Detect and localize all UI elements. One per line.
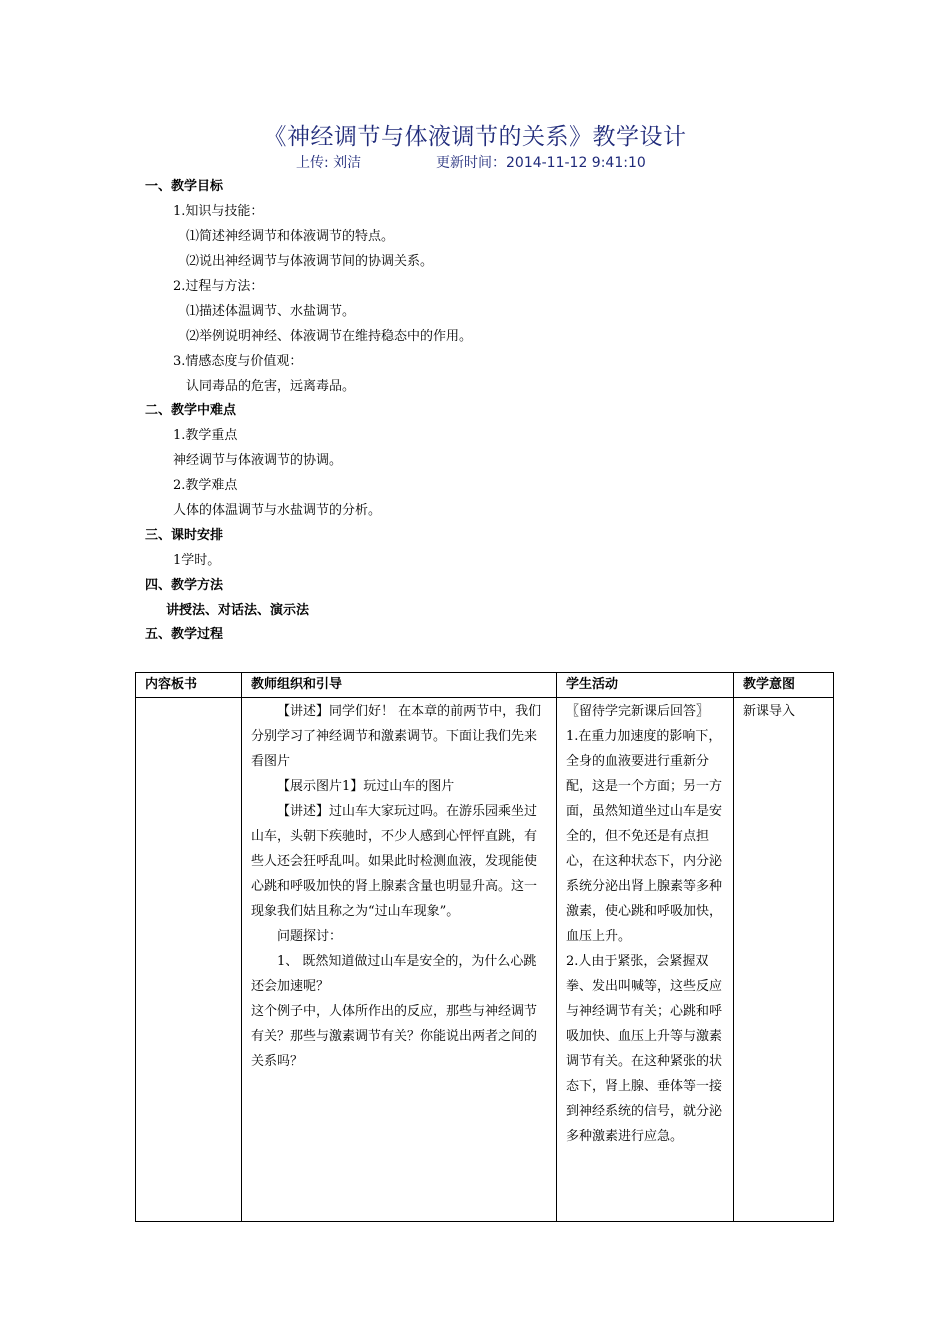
teacher-paragraph: 【展示图片1】玩过山车的图片: [277, 779, 455, 794]
key-point-item: 2.教学难点: [173, 478, 238, 493]
table-header-row: [136, 673, 834, 698]
teacher-paragraph: 这个例子中，人体所作出的反应，那些与神经调节有关？那些与激素调节有关？你能说出两者之间的关系吗？: [251, 1004, 538, 1069]
header-teacher-guidance: 教师组织和引导: [242, 673, 557, 698]
teacher-paragraph: 【讲述】过山车大家玩过吗。在游乐园乘坐过山车，头朝下疾驰时，不少人感到心怦怦直跳，有些人还会狂呼乱叫。如果此时检测血液，发现能使心跳和呼吸加快的肾上腺素含量也明显升高。这一现象我们姑且称之为“过山车现象”。: [251, 804, 538, 919]
teaching-intent-cell: 新课导入: [734, 698, 834, 1222]
document-title: 《神经调节与体液调节的关系》教学设计: [263, 124, 687, 150]
methods-text: 讲授法、对话法、演示法: [166, 603, 310, 618]
key-point-item: 1.教学重点: [173, 428, 238, 443]
objective-subitem: 认同毒品的危害，远离毒品。: [186, 379, 356, 394]
header-student-activity: 学生活动: [557, 673, 734, 698]
student-activity-cell: [557, 698, 734, 1222]
objective-subitem: ⑴描述体温调节、水盐调节。: [186, 304, 356, 319]
table-row: [136, 698, 834, 1222]
header-content-board: 内容板书: [136, 673, 242, 698]
objective-item: 1.知识与技能：: [173, 204, 264, 219]
objective-subitem: ⑴简述神经调节和体液调节的特点。: [186, 229, 395, 244]
section-heading-schedule: 三、课时安排: [145, 528, 224, 543]
content-board-cell: [136, 698, 242, 1222]
section-heading-objectives: 一、教学目标: [145, 179, 224, 194]
objective-subitem: ⑵说出神经调节与体液调节间的协调关系。: [186, 254, 434, 269]
objective-item: 3.情感态度与价值观：: [173, 354, 303, 369]
uploader-info: 上传: 刘洁: [296, 155, 362, 171]
header-teaching-intent: 教学意图: [734, 673, 834, 698]
student-paragraph: 2.人由于紧张，会紧握双拳、发出叫喊等，这些反应与神经调节有关；心跳和呼吸加快、血压上升等与激素调节有关。在这种紧张的状态下，肾上腺、垂体等一接到神经系统的信号，就分泌多种激素进行应急。: [566, 954, 723, 1144]
teacher-paragraph: 【讲述】同学们好！ 在本章的前两节中，我们分别学习了神经调节和激素调节。下面让我们先来看图片: [251, 704, 542, 769]
section-heading-key-points: 二、教学中难点: [145, 403, 237, 418]
student-paragraph: 〖留待学完新课后回答〗: [566, 704, 710, 719]
teaching-process-table: [135, 672, 834, 1222]
teacher-guidance-cell: [242, 698, 557, 1222]
update-time: 更新时间：2014-11-12 9:41:10: [436, 155, 646, 171]
teacher-paragraph: 1、 既然知道做过山车是安全的，为什么心跳还会加速呢？: [251, 954, 537, 994]
key-point-text: 人体的体温调节与水盐调节的分析。: [173, 503, 382, 518]
objective-subitem: ⑵举例说明神经、体液调节在维持稳态中的作用。: [186, 329, 473, 344]
objective-item: 2.过程与方法：: [173, 279, 264, 294]
section-heading-process: 五、教学过程: [145, 627, 224, 642]
section-heading-methods: 四、教学方法: [145, 578, 224, 593]
schedule-text: 1学时。: [173, 553, 221, 568]
key-point-text: 神经调节与体液调节的协调。: [173, 453, 343, 468]
student-paragraph: 1.在重力加速度的影响下，全身的血液要进行重新分配，这是一个方面；另一方面，虽然知道坐过山车是安全的，但不免还是有点担心，在这种状态下，内分泌系统分泌出肾上腺素等多种激素，使心跳和呼吸加快，血压上升。: [566, 729, 723, 944]
teacher-paragraph: 问题探讨：: [277, 929, 343, 944]
